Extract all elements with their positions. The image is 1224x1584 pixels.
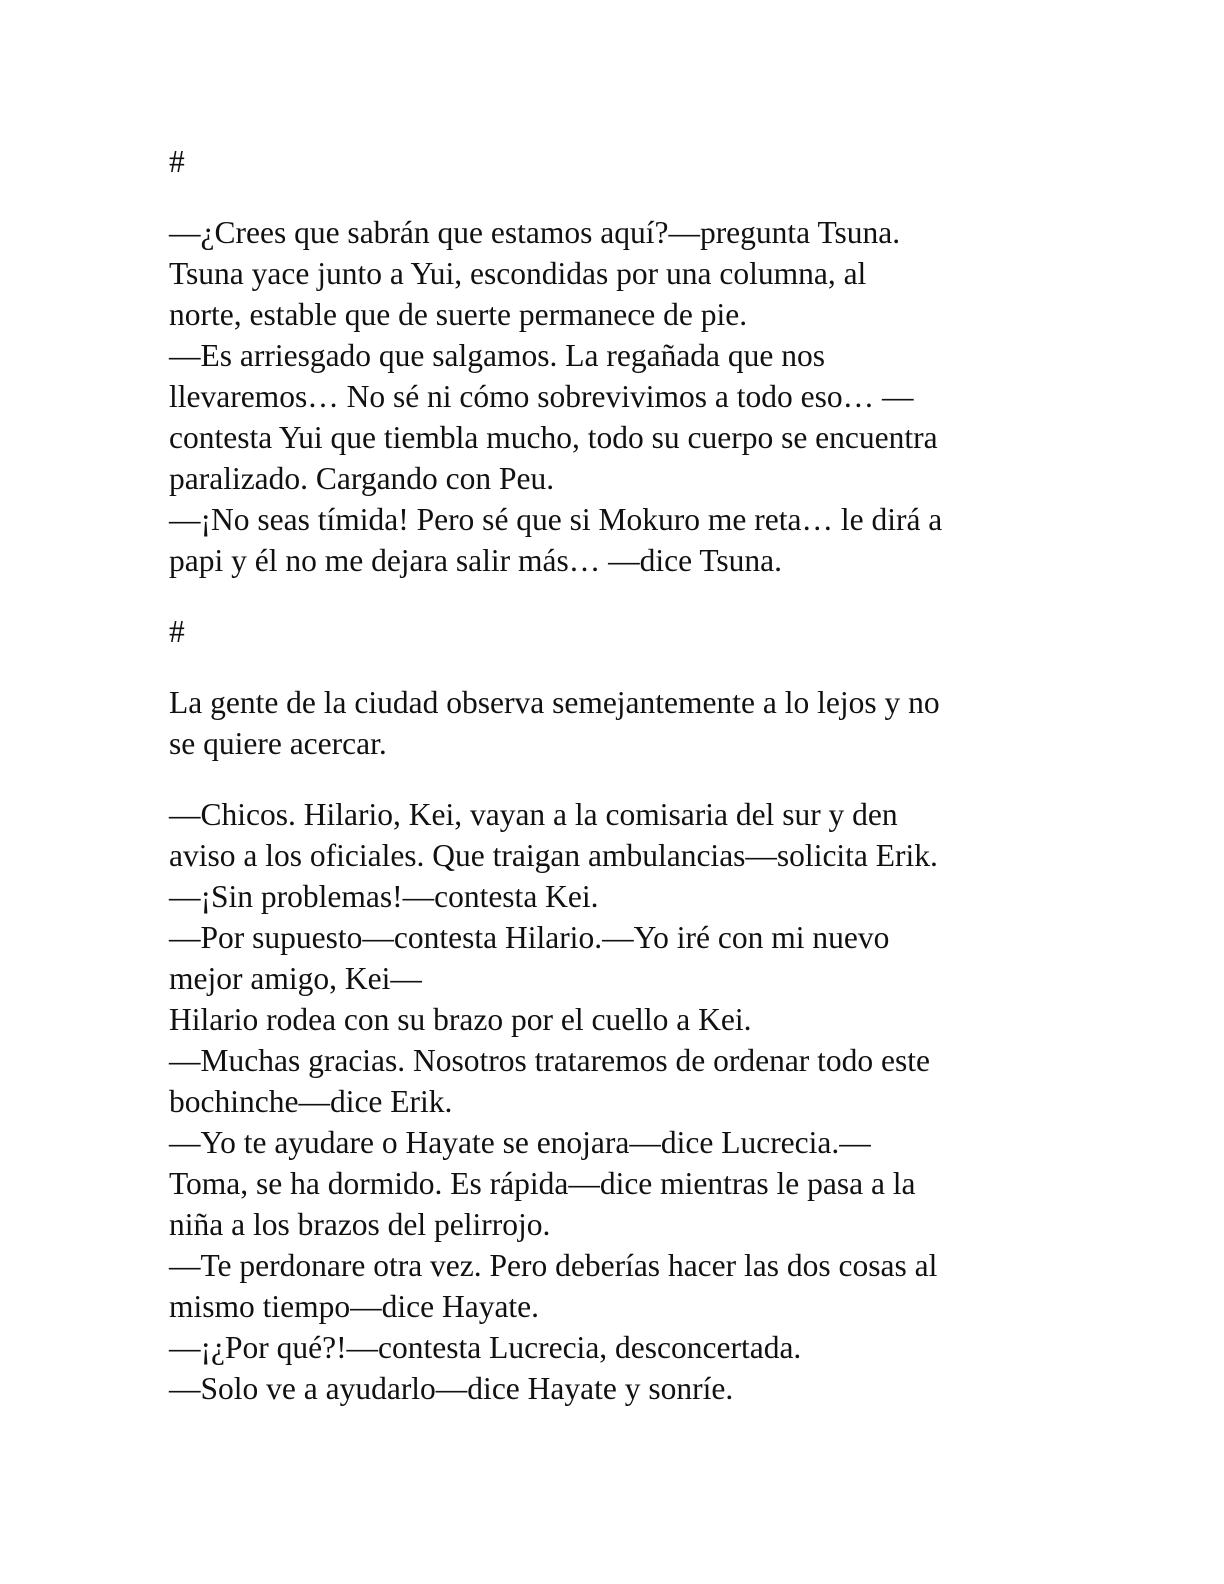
- text-line: niña a los brazos del pelirrojo.: [169, 1207, 551, 1242]
- text-line: llevaremos… No sé ni cómo sobrevivimos a todo eso… —: [169, 379, 914, 414]
- text-line: Tsuna yace junto a Yui, escondidas por una columna, al: [169, 256, 867, 291]
- text-line: paralizado. Cargando con Peu.: [169, 461, 555, 496]
- text-line: norte, estable que de suerte permanece de pie.: [169, 297, 748, 332]
- dialogue-block-erik-group: [169, 794, 1069, 1409]
- dialogue-block-tsuna-yui: [169, 212, 1069, 581]
- text-line: se quiere acercar.: [169, 726, 387, 761]
- text-line: mejor amigo, Kei—: [169, 961, 422, 996]
- text-line: —Yo te ayudare o Hayate se enojara—dice Lucrecia.—: [169, 1125, 871, 1160]
- text-line: —Es arriesgado que salgamos. La regañada que nos: [169, 338, 826, 373]
- text-line: —Por supuesto—contesta Hilario.—Yo iré con mi nuevo: [169, 920, 890, 955]
- text-line: Hilario rodea con su brazo por el cuello a Kei.: [169, 1002, 752, 1037]
- section-separator: #: [169, 614, 185, 649]
- paragraph-gap: [169, 581, 1069, 611]
- text-line: —Te perdonare otra vez. Pero deberías hacer las dos cosas al: [169, 1248, 938, 1283]
- document-page: [169, 141, 1069, 1409]
- paragraph-gap: [169, 182, 1069, 212]
- text-line: La gente de la ciudad observa semejantemente a lo lejos y no: [169, 685, 940, 720]
- text-line: —Muchas gracias. Nosotros trataremos de ordenar todo este: [169, 1043, 931, 1078]
- text-line: —¡No seas tímida! Pero sé que si Mokuro me reta… le dirá a: [169, 502, 943, 537]
- text-line: —¡¿Por qué?!—contesta Lucrecia, desconcertada.: [169, 1330, 802, 1365]
- text-line: —Chicos. Hilario, Kei, vayan a la comisaria del sur y den: [169, 797, 898, 832]
- text-line: —¡Sin problemas!—contesta Kei.: [169, 879, 599, 914]
- text-line: mismo tiempo—dice Hayate.: [169, 1289, 540, 1324]
- text-line: Toma, se ha dormido. Es rápida—dice mientras le pasa a la: [169, 1166, 916, 1201]
- paragraph-gap: [169, 764, 1069, 794]
- section-separator: #: [169, 144, 185, 179]
- text-line: bochinche—dice Erik.: [169, 1084, 453, 1119]
- text-line: —¿Crees que sabrán que estamos aquí?—pregunta Tsuna.: [169, 215, 901, 250]
- text-line: contesta Yui que tiembla mucho, todo su cuerpo se encuentra: [169, 420, 938, 455]
- text-line: aviso a los oficiales. Que traigan ambulancias—solicita Erik.: [169, 838, 938, 873]
- paragraph-gap: [169, 652, 1069, 682]
- narration-block-city: [169, 682, 1069, 764]
- text-line: —Solo ve a ayudarlo—dice Hayate y sonríe.: [169, 1371, 734, 1406]
- text-line: papi y él no me dejara salir más… —dice Tsuna.: [169, 543, 783, 578]
